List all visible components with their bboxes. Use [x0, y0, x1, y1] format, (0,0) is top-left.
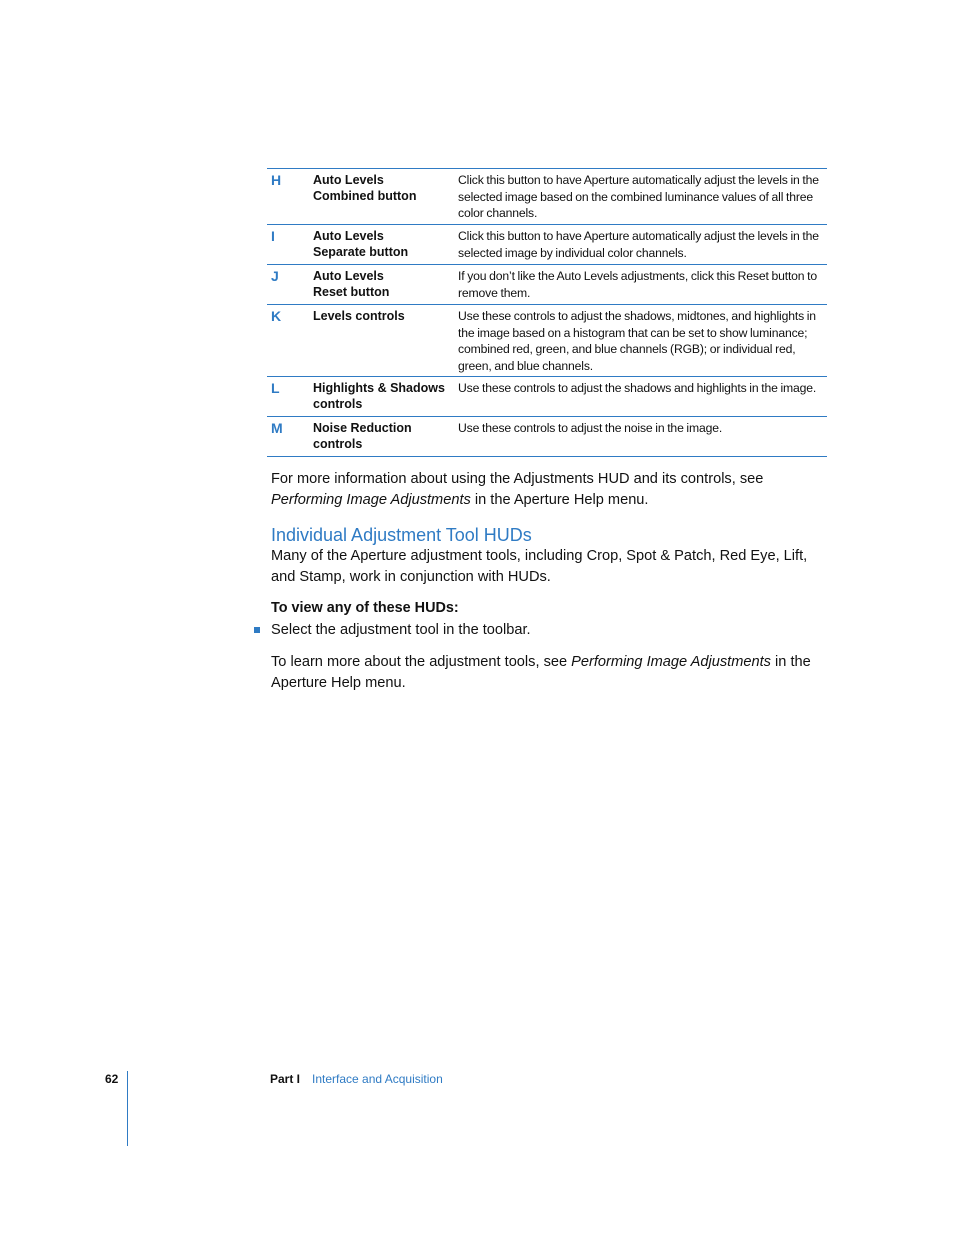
section-heading: Individual Adjustment Tool HUDs: [271, 525, 532, 545]
help-topic-reference: Performing Image Adjustments: [571, 654, 771, 670]
control-name: Auto Levels Separate button: [313, 229, 409, 260]
control-description: Use these controls to adjust the shadows, midtones, and highlights in the image based on a histogram that can be set to show luminance; combined red, green, and blue channels (RGB); or individual red, green, and blue channels.: [458, 309, 816, 373]
row-letter: K: [271, 308, 282, 324]
control-name: Auto Levels Reset button: [313, 269, 390, 300]
learn-more-paragraph: To learn more about the adjustment tools, see Performing Image Adjustments in the Aperture Help menu.: [271, 654, 811, 691]
more-info-paragraph: For more information about using the Adjustments HUD and its controls, see Performing Image Adjustments in the Aperture Help menu.: [271, 471, 764, 508]
table-row: [267, 264, 827, 304]
control-description: If you don’t like the Auto Levels adjustments, click this Reset button to remove them.: [458, 269, 818, 300]
footer-divider: [127, 1071, 128, 1146]
control-description: Use these controls to adjust the noise in the image.: [458, 421, 723, 435]
task-heading: To view any of these HUDs:: [271, 600, 459, 616]
control-name: Noise Reduction controls: [313, 421, 412, 452]
control-name: Highlights & Shadows controls: [313, 381, 445, 412]
row-letter: J: [271, 268, 279, 284]
control-name: Auto Levels Combined button: [313, 173, 417, 204]
intro-paragraph: Many of the Aperture adjustment tools, including Crop, Spot & Patch, Red Eye, Lift, and Stamp, work in conjunction with HUDs.: [271, 548, 808, 585]
help-topic-reference: Performing Image Adjustments: [271, 491, 471, 508]
bullet-square-icon: [254, 627, 260, 633]
row-letter: H: [271, 172, 282, 188]
row-letter: I: [271, 228, 275, 244]
row-letter: L: [271, 380, 280, 396]
control-description: Click this button to have Aperture automatically adjust the levels in the selected image based on the combined luminance values of all three color channels.: [458, 173, 819, 220]
table-row: [267, 376, 827, 416]
row-letter: M: [271, 420, 283, 436]
table-row: [267, 169, 827, 224]
control-description: Use these controls to adjust the shadows and highlights in the image.: [458, 381, 817, 395]
footer-section-title: Interface and Acquisition: [312, 1072, 443, 1086]
controls-table: [267, 168, 827, 457]
footer-part-label: Part I: [270, 1072, 301, 1086]
control-name: Levels controls: [313, 309, 405, 323]
table-row: [267, 224, 827, 264]
table-row: [267, 416, 827, 456]
page-number: 62: [105, 1072, 119, 1086]
control-description: Click this button to have Aperture automatically adjust the levels in the selected image by individual color channels.: [458, 229, 819, 260]
table-row: [267, 304, 827, 376]
bullet-step: Select the adjustment tool in the toolbar.: [271, 622, 531, 638]
